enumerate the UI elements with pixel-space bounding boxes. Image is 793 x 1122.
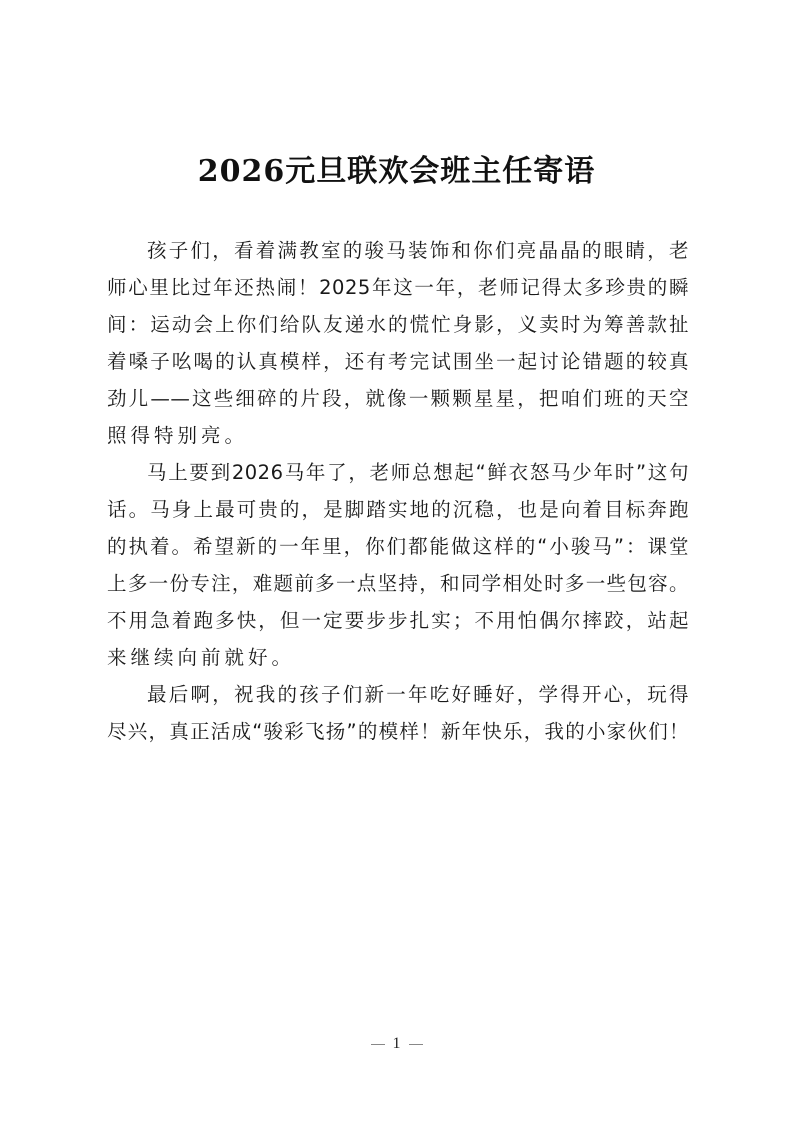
footer-dash-right	[409, 1044, 423, 1045]
text-line: 着嗓子吆喝的认真模样，还有考完试围坐一起讨论错题的较真	[107, 350, 689, 373]
paragraph-1	[107, 232, 689, 454]
document-body	[107, 232, 689, 750]
paragraph-2	[107, 454, 689, 676]
text-line: 师心里比过年还热闹！2025年这一年，老师记得太多珍贵的瞬	[107, 276, 689, 299]
text-line: 来继续向前就好。	[107, 646, 296, 669]
text-line: 最后啊，祝我的孩子们新一年吃好睡好，学得开心，玩得	[147, 683, 689, 706]
text-line: 尽兴，真正活成“骏彩飞扬”的模样！新年快乐，我的小家伙们！	[107, 720, 689, 743]
text-line: 马上要到2026马年了，老师总想起“鲜衣怒马少年时”这句	[147, 461, 689, 484]
paragraph-3	[107, 676, 689, 750]
text-line: 不用急着跑多快，但一定要步步扎实；不用怕偶尔摔跤，站起	[107, 609, 689, 632]
text-line: 劲儿——这些细碎的片段，就像一颗颗星星，把咱们班的天空	[107, 387, 689, 410]
text-line: 间：运动会上你们给队友递水的慌忙身影，义卖时为筹善款扯	[107, 313, 689, 336]
text-line: 话。马身上最可贵的，是脚踏实地的沉稳，也是向着目标奔跑	[107, 498, 689, 521]
text-line: 孩子们，看着满教室的骏马装饰和你们亮晶晶的眼睛，老	[147, 239, 689, 262]
page-footer	[0, 1035, 793, 1053]
text-line: 的执着。希望新的一年里，你们都能做这样的“小骏马”：课堂	[107, 535, 689, 558]
footer-dash-left	[371, 1044, 385, 1045]
text-line: 照得特别亮。	[107, 424, 249, 447]
text-line: 上多一份专注，难题前多一点坚持，和同学相处时多一些包容。	[107, 572, 689, 595]
page-number: 1	[392, 1035, 401, 1052]
document-title: 2026元旦联欢会班主任寄语	[197, 154, 596, 189]
